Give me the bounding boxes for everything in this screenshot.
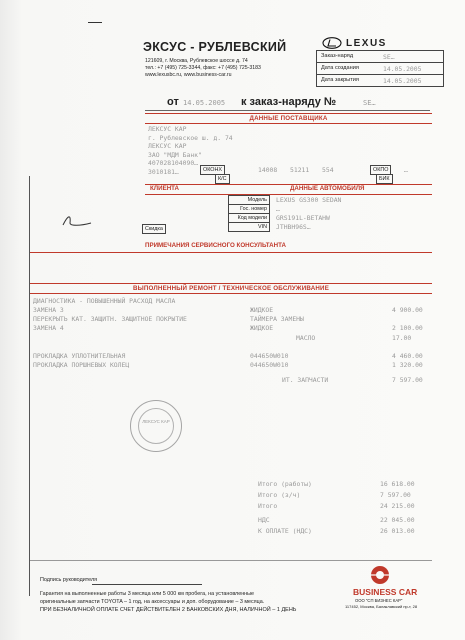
- work-row-code: ЖИДКОЕ: [250, 324, 274, 332]
- header-field-row: [316, 74, 444, 87]
- work-row-name: ПРОКЛАДКА УПЛОТНИТЕЛЬНАЯ: [33, 352, 126, 360]
- work-row-name: ПРОКЛАДКА ПОРШНЕВЫХ КОЛЕЦ: [33, 361, 130, 369]
- vehicle-field-label: Гос. номер: [228, 204, 270, 214]
- supplier-right-value: 51211: [290, 166, 310, 174]
- supplier-line: ЗАО "МДМ Банк": [148, 150, 202, 159]
- lexus-wordmark: LEXUS: [346, 37, 387, 49]
- work-row-amount: 4 460.00: [392, 352, 423, 360]
- supplier-line: ЛЕКСУС КАР: [148, 125, 187, 133]
- work-row-code: ЖИДКОЕ: [250, 306, 274, 314]
- supplier-heading: ДАННЫЕ ПОСТАВЩИКА: [145, 113, 432, 124]
- guarantee-line: оригинальные запчасти TOYOTA – 1 год, на аксессуары и доп. оборудование – 3 месяца.: [40, 599, 265, 605]
- title-from-label: от: [167, 96, 179, 108]
- ks-label: К/С: [215, 174, 230, 184]
- total-value: 22 045.00: [380, 516, 415, 524]
- notes-heading: ПРИМЕЧАНИЯ СЕРВИСНОГО КОНСУЛЬТАНТА: [145, 242, 286, 249]
- receive-text: Подпись руководителя: [40, 577, 98, 583]
- company-web: www.lexusbc.ru, www.business-car.ru: [145, 72, 232, 78]
- work-row-code: 044650W010: [250, 352, 289, 360]
- guarantee-line: Гарантия на выполненные работы 3 месяца или 5 000 км пробега, на установленные: [40, 591, 255, 597]
- notes-rule: [30, 252, 432, 253]
- total-value: 26 013.00: [380, 527, 415, 535]
- header-field-label: Дата создания: [321, 65, 359, 71]
- client-vehicle-bar: [145, 184, 432, 195]
- discount-label: Скидка: [142, 224, 166, 234]
- total-value: 7 597.00: [380, 491, 411, 499]
- work-row-name: ЗАМЕНА 4: [33, 324, 64, 332]
- supplier-line: 3010181…: [148, 167, 179, 176]
- work-row-amount: 2 100.00: [392, 324, 423, 332]
- supplier-line: ЛЕКСУС КАР: [148, 142, 187, 150]
- footer-rule: [30, 560, 432, 561]
- stamp-text: ЛЕКСУС КАР: [142, 419, 170, 424]
- okpo-label: ОКПО: [370, 165, 391, 175]
- work-row-code: ТАЙМЕРА ЗАМЕНЫ: [250, 315, 304, 323]
- work-row-code: ИТ. ЗАПЧАСТИ: [282, 376, 329, 384]
- work-row-amount: 1 320.00: [392, 361, 423, 369]
- work-row-amount: 17.00: [392, 334, 412, 342]
- work-row-name: ЗАМЕНА 3: [33, 306, 64, 314]
- bik-label: БИК: [376, 174, 393, 184]
- supplier-right-value: 14008: [258, 166, 278, 174]
- header-field-value: 14.05.2005: [383, 65, 422, 73]
- total-label: К ОПЛАТЕ (НДС): [258, 527, 312, 535]
- company-address: 121609, г. Москва, Рублевское шоссе д. 74: [145, 58, 248, 64]
- lexus-emblem-icon: [322, 37, 342, 49]
- total-value: 16 618.00: [380, 480, 415, 488]
- vehicle-field-value: LEXUS GS300 SEDAN: [276, 196, 342, 204]
- business-car-emblem-icon: [365, 565, 395, 585]
- round-stamp: [130, 400, 182, 452]
- client-heading: КЛИЕНТА: [150, 185, 180, 192]
- vehicle-field-value: …: [276, 205, 280, 213]
- lexus-logo: [322, 36, 408, 50]
- total-label: Итого (з/ч): [258, 491, 301, 499]
- business-car-sub: ООО "СП БИЗНЕС КАР": [355, 598, 403, 603]
- title-order-label: к заказ-наряду №: [241, 96, 337, 108]
- payment-terms: ПРИ БЕЗНАЛИЧНОЙ ОПЛАТЕ СЧЕТ ДЕЙСТВИТЕЛЕН 2 БАНКОВСКИХ ДНЯ, НАЛИЧНОЙ – 1 ДЕНЬ: [40, 607, 297, 613]
- work-heading: ВЫПОЛНЕННЫЙ РЕМОНТ / ТЕХНИЧЕСКОЕ ОБСЛУЖИВАНИЕ: [30, 283, 432, 294]
- okonkh-label: ОКОНХ: [200, 165, 225, 175]
- total-label: НДС: [258, 516, 270, 524]
- vehicle-field-label: Код модели: [228, 213, 270, 223]
- handwritten-mark: [60, 212, 94, 230]
- work-row-name: ПЕРЕКРЫТЬ КАТ. ЗАЩИТН. ЗАЩИТНОЕ ПОКРЫТИЕ: [33, 315, 187, 323]
- work-row-code: 044650W010: [250, 361, 289, 369]
- total-label: Итого (работы): [258, 480, 312, 488]
- vehicle-field-value: GRS191L-BETAHW: [276, 214, 330, 222]
- vehicle-heading: ДАННЫЕ АВТОМОБИЛЯ: [290, 185, 365, 192]
- vehicle-field-label: VIN: [228, 222, 270, 232]
- business-car-logo: BUSINESS CAR: [353, 587, 418, 597]
- company-name: ЭКСУС - РУБЛЕВСКИЙ: [143, 40, 287, 54]
- work-row-amount: 7 597.00: [392, 376, 423, 384]
- supplier-right-value: 554: [322, 166, 334, 174]
- supplier-line: 407028104090…: [148, 159, 199, 167]
- header-field-label: Заказ-наряд: [321, 53, 354, 59]
- document-title: [145, 96, 445, 110]
- work-row-amount: 4 900.00: [392, 306, 423, 314]
- supplier-right-value: …: [404, 166, 408, 174]
- vehicle-field-label: Модель: [228, 195, 270, 205]
- title-underline: [145, 110, 430, 111]
- signature-line: [92, 584, 202, 585]
- title-date-value: 14.05.2005: [183, 99, 226, 107]
- vehicle-field-value: JTHBH96S…: [276, 223, 311, 231]
- total-label: Итого: [258, 502, 278, 510]
- work-row-code: МАСЛО: [296, 334, 316, 342]
- page-left-border: [29, 176, 30, 596]
- header-fields: [316, 50, 444, 86]
- company-phone: тел.: +7 (495) 725-3344, факс: +7 (495) 725-3183: [145, 65, 261, 71]
- title-order-value: SE…: [363, 99, 376, 107]
- header-field-label: Дата закрытия: [321, 77, 359, 83]
- top-tick-mark: [88, 22, 102, 23]
- header-field-value: SE…: [383, 53, 395, 61]
- business-car-address: 117452, Москва, Балаклавский пр-т, 28: [345, 604, 418, 609]
- total-value: 24 215.00: [380, 502, 415, 510]
- work-row-name: ДИАГНОСТИКА - ПОВЫШЕННЫЙ РАСХОД МАСЛА: [33, 297, 176, 305]
- supplier-line: г. Рублевское ш. д. 74: [148, 133, 233, 142]
- header-field-value: 14.05.2005: [383, 77, 422, 85]
